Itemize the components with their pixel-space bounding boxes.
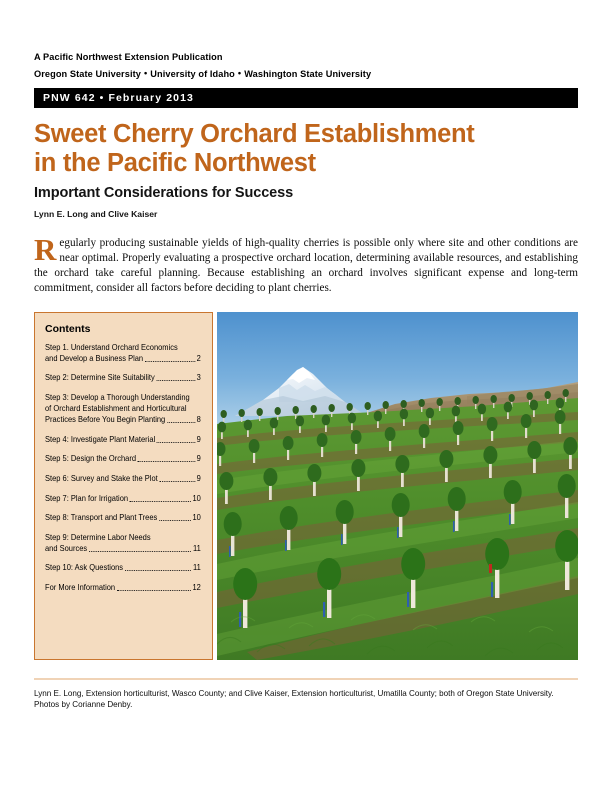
toc-entry[interactable] [45,493,201,504]
footer-photo-credit-line: Photos by Corianne Denby. [34,700,133,710]
toc-entry-last-line [45,434,201,445]
toc-entry[interactable] [45,473,201,484]
toc-entry-page-number: 9 [196,473,201,483]
university-idaho: University of Idaho [150,69,235,80]
toc-entry-label: For More Information [45,582,116,593]
toc-entry-page-number: 8 [196,414,201,425]
toc-entry[interactable] [45,532,201,554]
toc-entry-last-line [45,372,201,383]
toc-entry-page-number: 11 [193,542,201,553]
toc-entry[interactable] [45,582,201,593]
toc-entry-label: Step 4: Investigate Plant Material [45,433,156,444]
toc-entry-last-line [45,493,201,504]
toc-leader-dots [125,569,191,571]
masthead-universities-line [34,70,578,79]
toc-entry-line: Step 9: Determine Labor Needs [45,531,151,542]
page-title [34,120,578,177]
page-subtitle: Important Considerations for Success [34,184,294,201]
publication-number-bar [34,88,578,108]
toc-entry-last-line [45,453,201,464]
toc-entry-label: Step 8: Transport and Plant Trees [45,512,158,523]
toc-entry-page-number: 10 [192,492,201,503]
toc-entry-line: Step 3: Develop a Thorough Understanding [45,392,190,403]
toc-entry[interactable] [45,453,201,464]
contents-and-photo-row [34,312,578,660]
footer-divider [34,678,578,680]
contents-box [34,312,213,660]
toc-entry-last-line [45,562,201,573]
toc-entry[interactable] [45,342,201,364]
publication-page [34,53,578,753]
toc-leader-dots [157,441,195,443]
toc-entry-label: and Develop a Business Plan [45,352,144,363]
toc-entry-last-line [45,414,201,425]
toc-entry-page-number: 10 [192,512,201,523]
toc-entry-line: Step 1. Understand Orchard Economics [45,341,178,352]
toc-leader-dots [160,480,195,482]
publication-number-label: PNW 642 • February 2013 [43,92,194,105]
cover-photograph [217,312,578,660]
toc-entry[interactable] [45,512,201,523]
toc-leader-dots [117,589,191,591]
toc-leader-dots [130,500,191,502]
toc-leader-dots [157,379,195,381]
page-title-line-1: Sweet Cherry Orchard Establishment [34,120,475,149]
toc-leader-dots [89,550,191,552]
toc-entry-page-number: 9 [196,453,201,464]
masthead-separator-2: • [237,68,242,79]
author-byline: Lynn E. Long and Clive Kaiser [34,208,158,219]
toc-entry[interactable] [45,372,201,383]
intro-dropcap: R [34,231,57,267]
toc-entry-label: Practices Before You Begin Planting [45,414,166,425]
toc-leader-dots [145,360,195,362]
intro-body-text: egularly producing sustainable yields of high-quality cherries is possible only where site and other conditions are near optimal. Properly evaluating a prospective orchard location, determining available resources, and establishing the orchard take careful planning. Because establishing an orchard involves significant expense and long-term commitment, consider all factors before deciding to plant cherries. [34,236,578,294]
toc-entry[interactable] [45,562,201,573]
university-oregon-state: Oregon State University [34,69,141,80]
intro-paragraph [34,231,578,296]
toc-entry-page-number: 9 [196,433,201,444]
toc-entry-label: Step 2: Determine Site Suitability [45,372,155,383]
orchard-illustration [217,312,578,660]
table-of-contents-list [45,342,201,593]
footer-authors-line: Lynn E. Long, Extension horticulturist, Wasco County; and Clive Kaiser, Extension horticulturist, Umatilla County; both of Oregon State University. [34,688,554,698]
page-title-line-2: in the Pacific Northwest [34,148,316,177]
university-washington-state: Washington State University [244,69,372,80]
toc-entry-label: Step 10: Ask Questions [45,562,124,573]
toc-entry-last-line [45,582,201,593]
masthead-separator-1: • [143,68,148,79]
masthead-publication-line: A Pacific Northwest Extension Publication [34,52,223,62]
toc-entry-last-line [45,543,201,554]
footer-credits [34,688,578,711]
toc-entry-label: Step 7: Plan for Irrigation [45,492,129,503]
toc-entry-label: Step 5: Design the Orchard [45,453,136,464]
toc-entry-label: and Sources [45,542,88,553]
toc-entry-last-line [45,473,201,484]
contents-heading: Contents [45,322,91,335]
toc-entry-page-number: 2 [196,352,201,363]
toc-entry-label: Step 6: Survey and Stake the Plot [45,473,158,483]
toc-entry-last-line [45,512,201,523]
toc-entry-page-number: 11 [193,562,201,573]
toc-entry-page-number: 12 [192,582,201,593]
toc-leader-dots [138,460,195,462]
toc-entry-last-line [45,353,201,364]
toc-entry[interactable] [45,392,201,425]
toc-entry-line: of Orchard Establishment and Horticultural [45,403,187,414]
toc-entry[interactable] [45,434,201,445]
toc-entry-page-number: 3 [196,372,201,383]
toc-leader-dots [159,519,191,521]
toc-leader-dots [167,421,195,423]
